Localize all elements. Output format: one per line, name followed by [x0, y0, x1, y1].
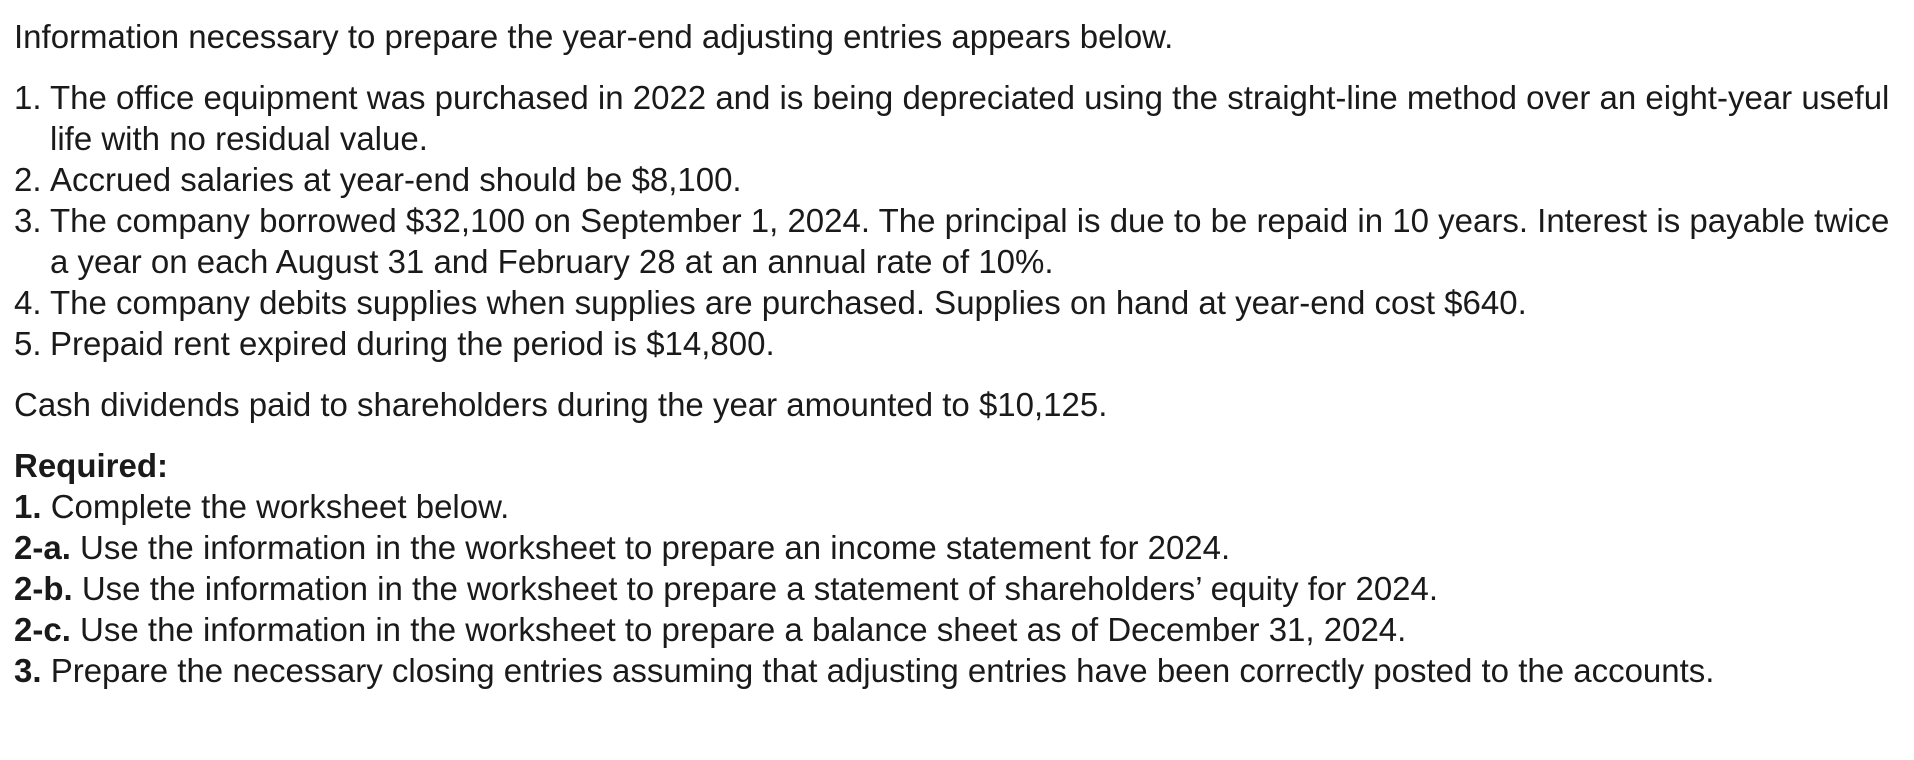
- required-item-label: 1.: [14, 488, 42, 525]
- list-item: [14, 159, 1900, 200]
- list-item-number: 2.: [14, 161, 42, 198]
- adjustment-list: [14, 77, 1900, 364]
- required-item: [14, 650, 1900, 691]
- list-item: [14, 282, 1900, 323]
- list-item: [14, 323, 1900, 364]
- required-item-text: Complete the worksheet below.: [50, 488, 510, 525]
- list-item-text: Prepaid rent expired during the period is $14,800.: [50, 325, 775, 362]
- required-item-text: Use the information in the worksheet to prepare a statement of shareholders’ equity for 2024.: [81, 570, 1439, 607]
- required-item-label: 2-b.: [14, 570, 73, 607]
- list-item-text: The company debits supplies when supplies are purchased. Supplies on hand at year-end cost $640.: [50, 284, 1527, 321]
- list-item-number: 4.: [14, 284, 42, 321]
- required-item-text: Use the information in the worksheet to prepare a balance sheet as of December 31, 2024.: [80, 611, 1407, 648]
- required-item-label: 3.: [14, 652, 42, 689]
- list-item-text: The company borrowed $32,100 on September 1, 2024. The principal is due to be repaid in 10 years. Interest is payable twice a year on each August 31 and February 28 at an annual rate of 10%.: [50, 202, 1890, 280]
- list-item: [14, 200, 1900, 282]
- list-item: [14, 77, 1900, 159]
- required-item: [14, 527, 1900, 568]
- required-item-label: 2-c.: [14, 611, 71, 648]
- required-item-text: Use the information in the worksheet to prepare an income statement for 2024.: [80, 529, 1231, 566]
- required-item-label: 2-a.: [14, 529, 71, 566]
- required-section: [14, 445, 1900, 691]
- list-item-number: 3.: [14, 202, 42, 239]
- list-item-number: 1.: [14, 79, 42, 116]
- required-item: [14, 486, 1900, 527]
- list-item-text: The office equipment was purchased in 2022 and is being depreciated using the straight-line method over an eight-year useful life with no residual value.: [50, 79, 1890, 157]
- list-item-number: 5.: [14, 325, 42, 362]
- required-item: [14, 568, 1900, 609]
- required-heading: Required:: [14, 447, 169, 484]
- required-item: [14, 609, 1900, 650]
- list-item-text: Accrued salaries at year-end should be $8,100.: [50, 161, 742, 198]
- intro-text: Information necessary to prepare the year-end adjusting entries appears below.: [14, 18, 1174, 55]
- required-item-text: Prepare the necessary closing entries assuming that adjusting entries have been correctly posted to the accounts.: [50, 652, 1715, 689]
- dividends-text: Cash dividends paid to shareholders during the year amounted to $10,125.: [14, 386, 1108, 423]
